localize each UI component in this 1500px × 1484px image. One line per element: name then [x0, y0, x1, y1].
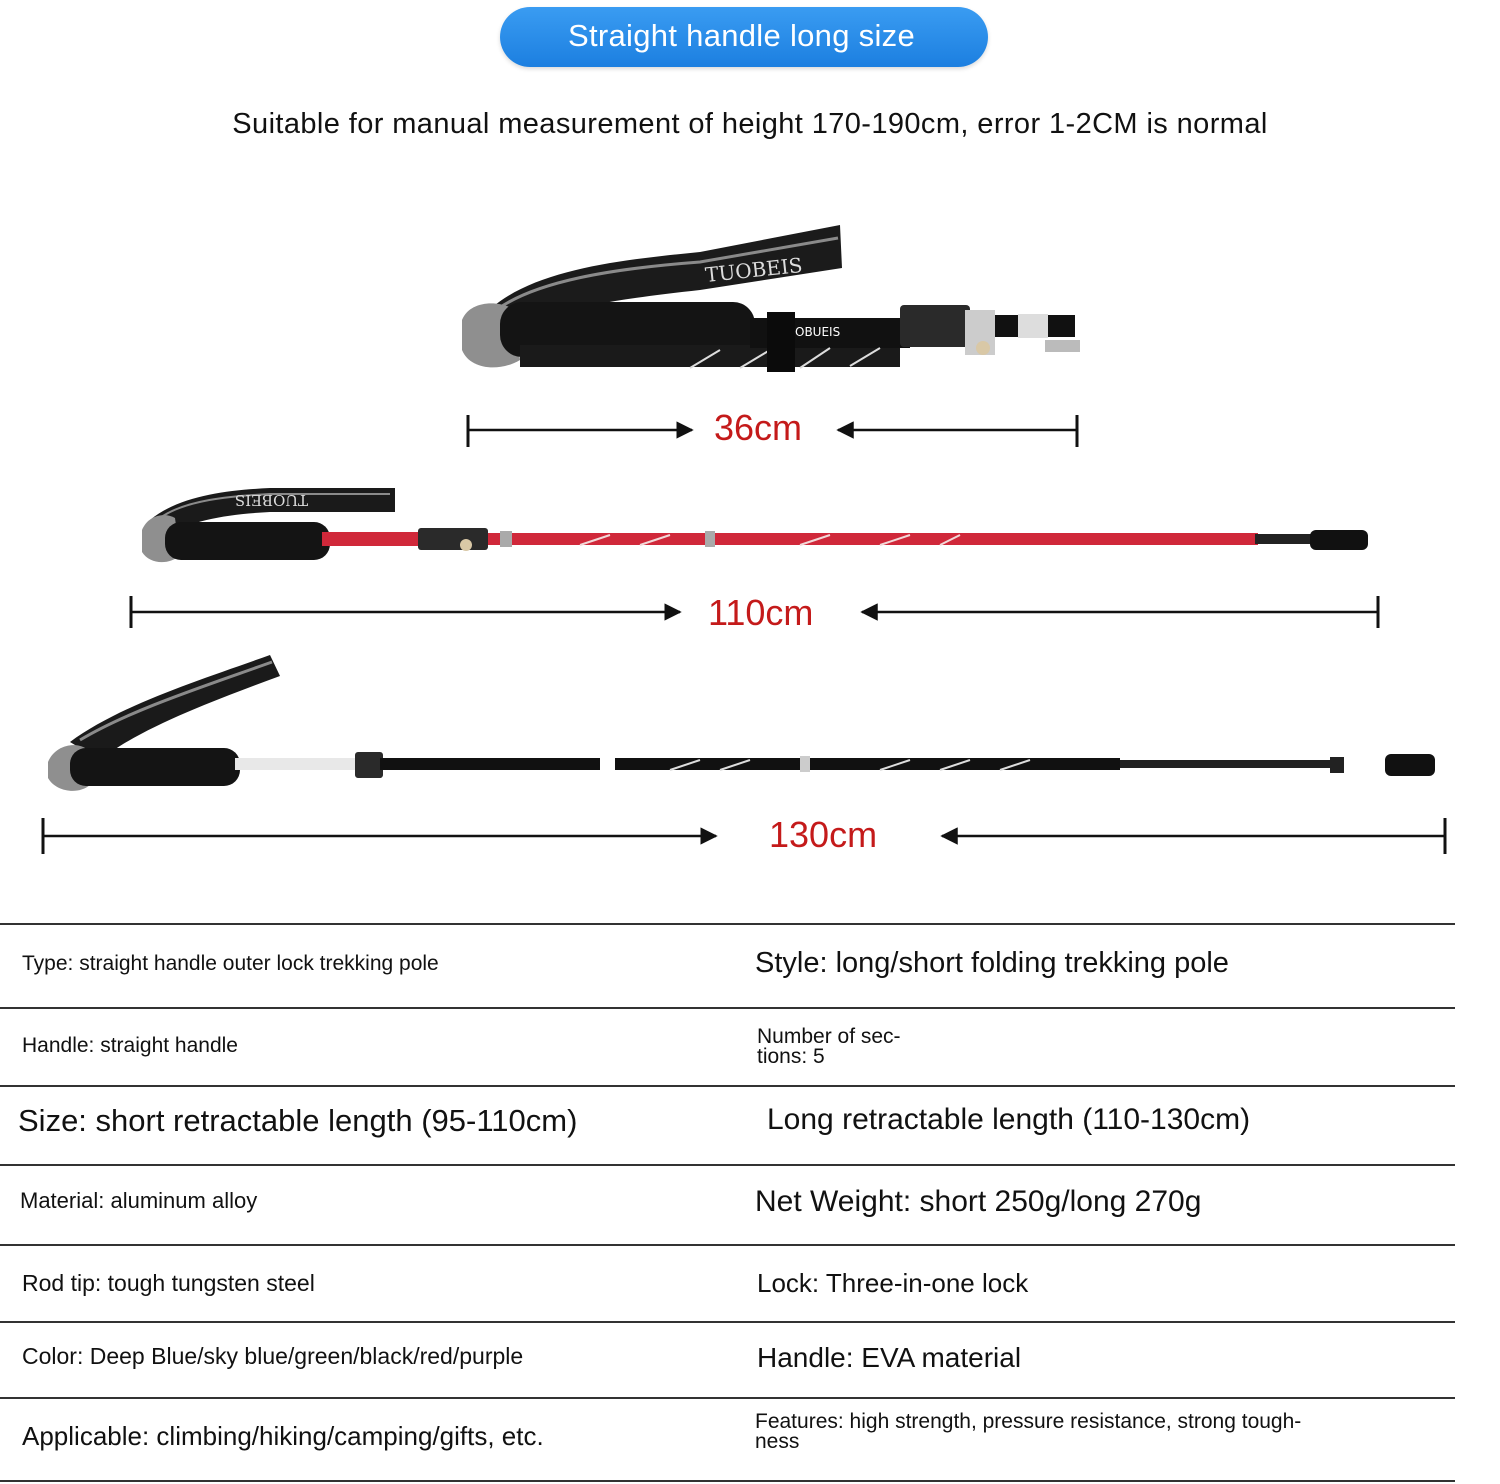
spec-color: Color: Deep Blue/sky blue/green/black/red/purple: [22, 1343, 524, 1369]
spec-rod-tip: Rod tip: tough tungsten steel: [22, 1270, 315, 1296]
folded-pole-image: [462, 225, 1080, 372]
long-pole-image: [48, 655, 1435, 791]
spec-type: Type: straight handle outer lock trekking pole: [22, 952, 439, 975]
spec-lock: Lock: Three-in-one lock: [757, 1268, 1029, 1298]
spec-features-line2: ness: [755, 1430, 800, 1453]
spec-size-short: Size: short retractable length (95-110cm): [18, 1103, 578, 1138]
short-length-label: 110cm: [708, 592, 814, 633]
short-pole-image: [142, 488, 1368, 562]
spec-row-type: [0, 923, 1455, 1009]
svg-text:OBUEIS: OBUEIS: [795, 325, 841, 339]
spec-size-long: Long retractable length (110-130cm): [767, 1103, 1251, 1136]
folded-length-label: 36cm: [714, 407, 803, 448]
spec-handle-type: Handle: straight handle: [22, 1034, 238, 1057]
short-strap-brand: TUOBEIS: [234, 491, 308, 509]
spec-style: Style: long/short folding trekking pole: [755, 947, 1229, 979]
spec-table: [0, 923, 1455, 1482]
measurement-note: Suitable for manual measurement of height 170-190cm, error 1-2CM is normal: [232, 108, 1268, 140]
spec-applicable: Applicable: climbing/hiking/camping/gifts, etc.: [22, 1421, 544, 1451]
spec-row-size: [0, 1087, 1455, 1166]
spec-sections: [757, 1027, 901, 1067]
spec-sections-line2: tions: 5: [757, 1045, 825, 1068]
spec-handle-material: Handle: EVA material: [757, 1342, 1022, 1373]
spec-features: [755, 1412, 1301, 1452]
spec-row-handle: [0, 1009, 1455, 1087]
dimension-line-130: [43, 818, 1445, 854]
folded-strap-brand: TUOBEIS: [704, 252, 804, 287]
spec-material: Material: aluminum alloy: [20, 1188, 258, 1213]
spec-sections-line1: Number of sec-: [757, 1025, 901, 1048]
spec-row-tip: [0, 1246, 1455, 1323]
spec-weight: Net Weight: short 250g/long 270g: [755, 1185, 1202, 1218]
spec-row-applicable: [0, 1399, 1455, 1482]
long-length-label: 130cm: [769, 814, 878, 855]
spec-row-color: [0, 1323, 1455, 1399]
spec-row-material: [0, 1166, 1455, 1246]
spec-features-line1: Features: high strength, pressure resistance, strong tough-: [755, 1410, 1302, 1433]
size-badge-label: Straight handle long size: [568, 18, 916, 53]
